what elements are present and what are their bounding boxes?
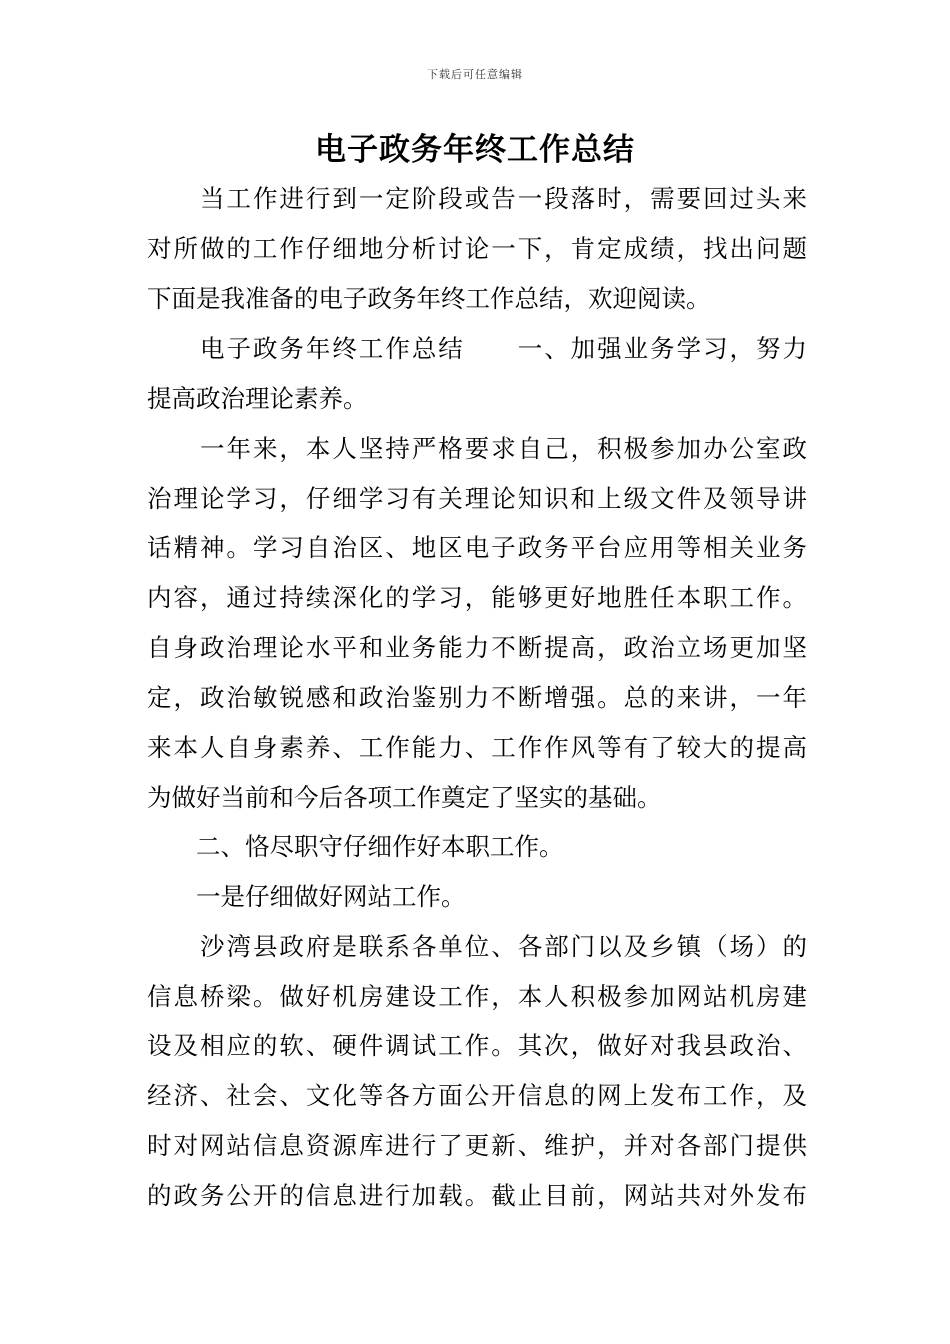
paragraph-line: 自身政治理论水平和业务能力不断提高，政治立场更加坚 [147, 633, 807, 662]
paragraph-line: 内容，通过持续深化的学习，能够更好地胜任本职工作。 [147, 583, 807, 612]
paragraph-line: 电子政务年终工作总结 一、加强业务学习，努力 [200, 334, 807, 363]
paragraph-line: 一年来，本人坚持严格要求自己，积极参加办公室政 [200, 434, 807, 463]
paragraph-line: 经济、社会、文化等各方面公开信息的网上发布工作，及 [147, 1081, 807, 1110]
paragraph-line: 下面是我准备的电子政务年终工作总结，欢迎阅读。 [147, 284, 711, 313]
paragraph-line: 设及相应的软、硬件调试工作。其次，做好对我县政治、 [147, 1031, 807, 1060]
paragraph-line: 为做好当前和今后各项工作奠定了坚实的基础。 [147, 783, 662, 812]
paragraph-line: 信息桥梁。做好机房建设工作，本人积极参加网站机房建 [147, 982, 807, 1011]
header-note: 下载后可任意编辑 [427, 68, 523, 81]
paragraph-line: 治理论学习，仔细学习有关理论知识和上级文件及领导讲 [147, 484, 807, 513]
section-heading: 二、恪尽职守仔细作好本职工作。 [196, 832, 564, 861]
paragraph-line: 的政务公开的信息进行加载。截止目前，网站共对外发布 [147, 1181, 807, 1210]
paragraph-line: 对所做的工作仔细地分析讨论一下，肯定成绩，找出问题 [147, 234, 807, 263]
paragraph-line: 来本人自身素养、工作能力、工作作风等有了较大的提高 [147, 733, 807, 762]
paragraph-line: 定，政治敏锐感和政治鉴别力不断增强。总的来讲，一年 [147, 683, 807, 712]
paragraph-line: 当工作进行到一定阶段或告一段落时，需要回过头来 [200, 184, 807, 213]
subsection-heading: 一是仔细做好网站工作。 [196, 882, 466, 911]
paragraph-line: 话精神。学习自治区、地区电子政务平台应用等相关业务 [147, 533, 807, 562]
document-title: 电子政务年终工作总结 [315, 132, 635, 168]
paragraph-line: 提高政治理论素养。 [147, 384, 368, 413]
paragraph-line: 沙湾县政府是联系各单位、各部门以及乡镇（场）的 [200, 932, 807, 961]
paragraph-line: 时对网站信息资源库进行了更新、维护，并对各部门提供 [147, 1131, 807, 1160]
